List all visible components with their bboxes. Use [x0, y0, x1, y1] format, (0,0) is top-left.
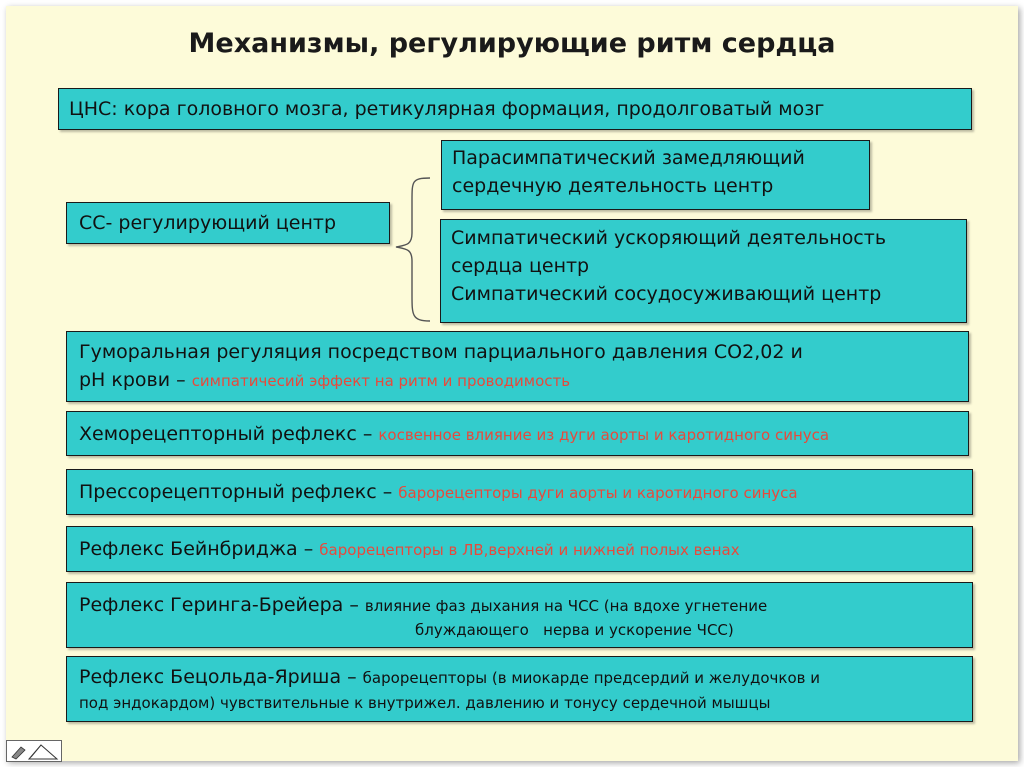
- sympathetic-line-3: Симпатический сосудосуживающий центр: [451, 283, 882, 305]
- humoral-line-2: [79, 366, 968, 395]
- bezold-jarisch-box: [66, 656, 973, 722]
- sympathetic-box: [440, 219, 967, 323]
- hering-breuer-box: [66, 582, 973, 648]
- bezold-jarisch-main: Рефлекс Бецольда-Яриша –: [79, 666, 357, 688]
- ss-center-box: [66, 202, 390, 244]
- bainbridge-main: Рефлекс Бейнбриджа –: [79, 538, 314, 560]
- humoral-line-1: Гуморальная регуляция посредством парциального давления СО2,02 и: [79, 341, 803, 363]
- pressoreceptor-box: [66, 469, 973, 515]
- parasympathetic-line-2: сердечную деятельность центр: [452, 175, 774, 197]
- ss-center-text: СС- регулирующий центр: [79, 212, 337, 234]
- hering-breuer-main: Рефлекс Геринга-Брейера –: [79, 594, 359, 616]
- bezold-jarisch-detail-2: под эндокардом) чувствительные к внутрижел. давлению и тонусу сердечной мышцы: [79, 694, 771, 712]
- chemoreceptor-box: [66, 411, 969, 456]
- pen-icon: [7, 741, 61, 761]
- cns-box: [58, 88, 972, 130]
- parasympathetic-line-1: Парасимпатический замедляющий: [452, 147, 805, 169]
- chemoreceptor-detail: косвенное влияние из дуги аорты и каротидного синуса: [378, 426, 830, 444]
- sympathetic-line-2: сердца центр: [451, 255, 590, 277]
- hering-breuer-detail-1: влияние фаз дыхания на ЧСС (на вдохе угнетение: [364, 597, 768, 615]
- humoral-main: рН крови –: [79, 369, 186, 391]
- slide-nav-icon[interactable]: [6, 740, 62, 762]
- bainbridge-detail: барорецепторы в ЛВ,верхней и нижней полых венах: [319, 541, 740, 559]
- humoral-box: [66, 331, 969, 402]
- pressoreceptor-detail: барорецепторы дуги аорты и каротидного синуса: [398, 484, 798, 502]
- hering-breuer-detail-2: блуждающего нерва и ускорение ЧСС): [415, 621, 734, 639]
- pressoreceptor-main: Прессорецепторный рефлекс –: [79, 481, 393, 503]
- chemoreceptor-main: Хеморецепторный рефлекс –: [79, 423, 373, 445]
- slide-title: Механизмы, регулирующие ритм сердца: [188, 28, 836, 59]
- cns-text: ЦНС: кора головного мозга, ретикулярная формация, продолговатый мозг: [69, 98, 825, 120]
- sympathetic-line-1: Симпатический ускоряющий деятельность: [451, 227, 887, 249]
- humoral-effect: симпатичесий эффект на ритм и проводимость: [191, 372, 571, 390]
- bezold-jarisch-detail-1: барорецепторы (в миокарде предсердий и желудочков и: [362, 669, 820, 687]
- brace-icon: [390, 175, 434, 325]
- hering-breuer-line-1: [79, 591, 972, 620]
- parasympathetic-box: [441, 140, 870, 210]
- bezold-jarisch-line-1: [79, 663, 972, 692]
- bainbridge-box: [66, 526, 973, 572]
